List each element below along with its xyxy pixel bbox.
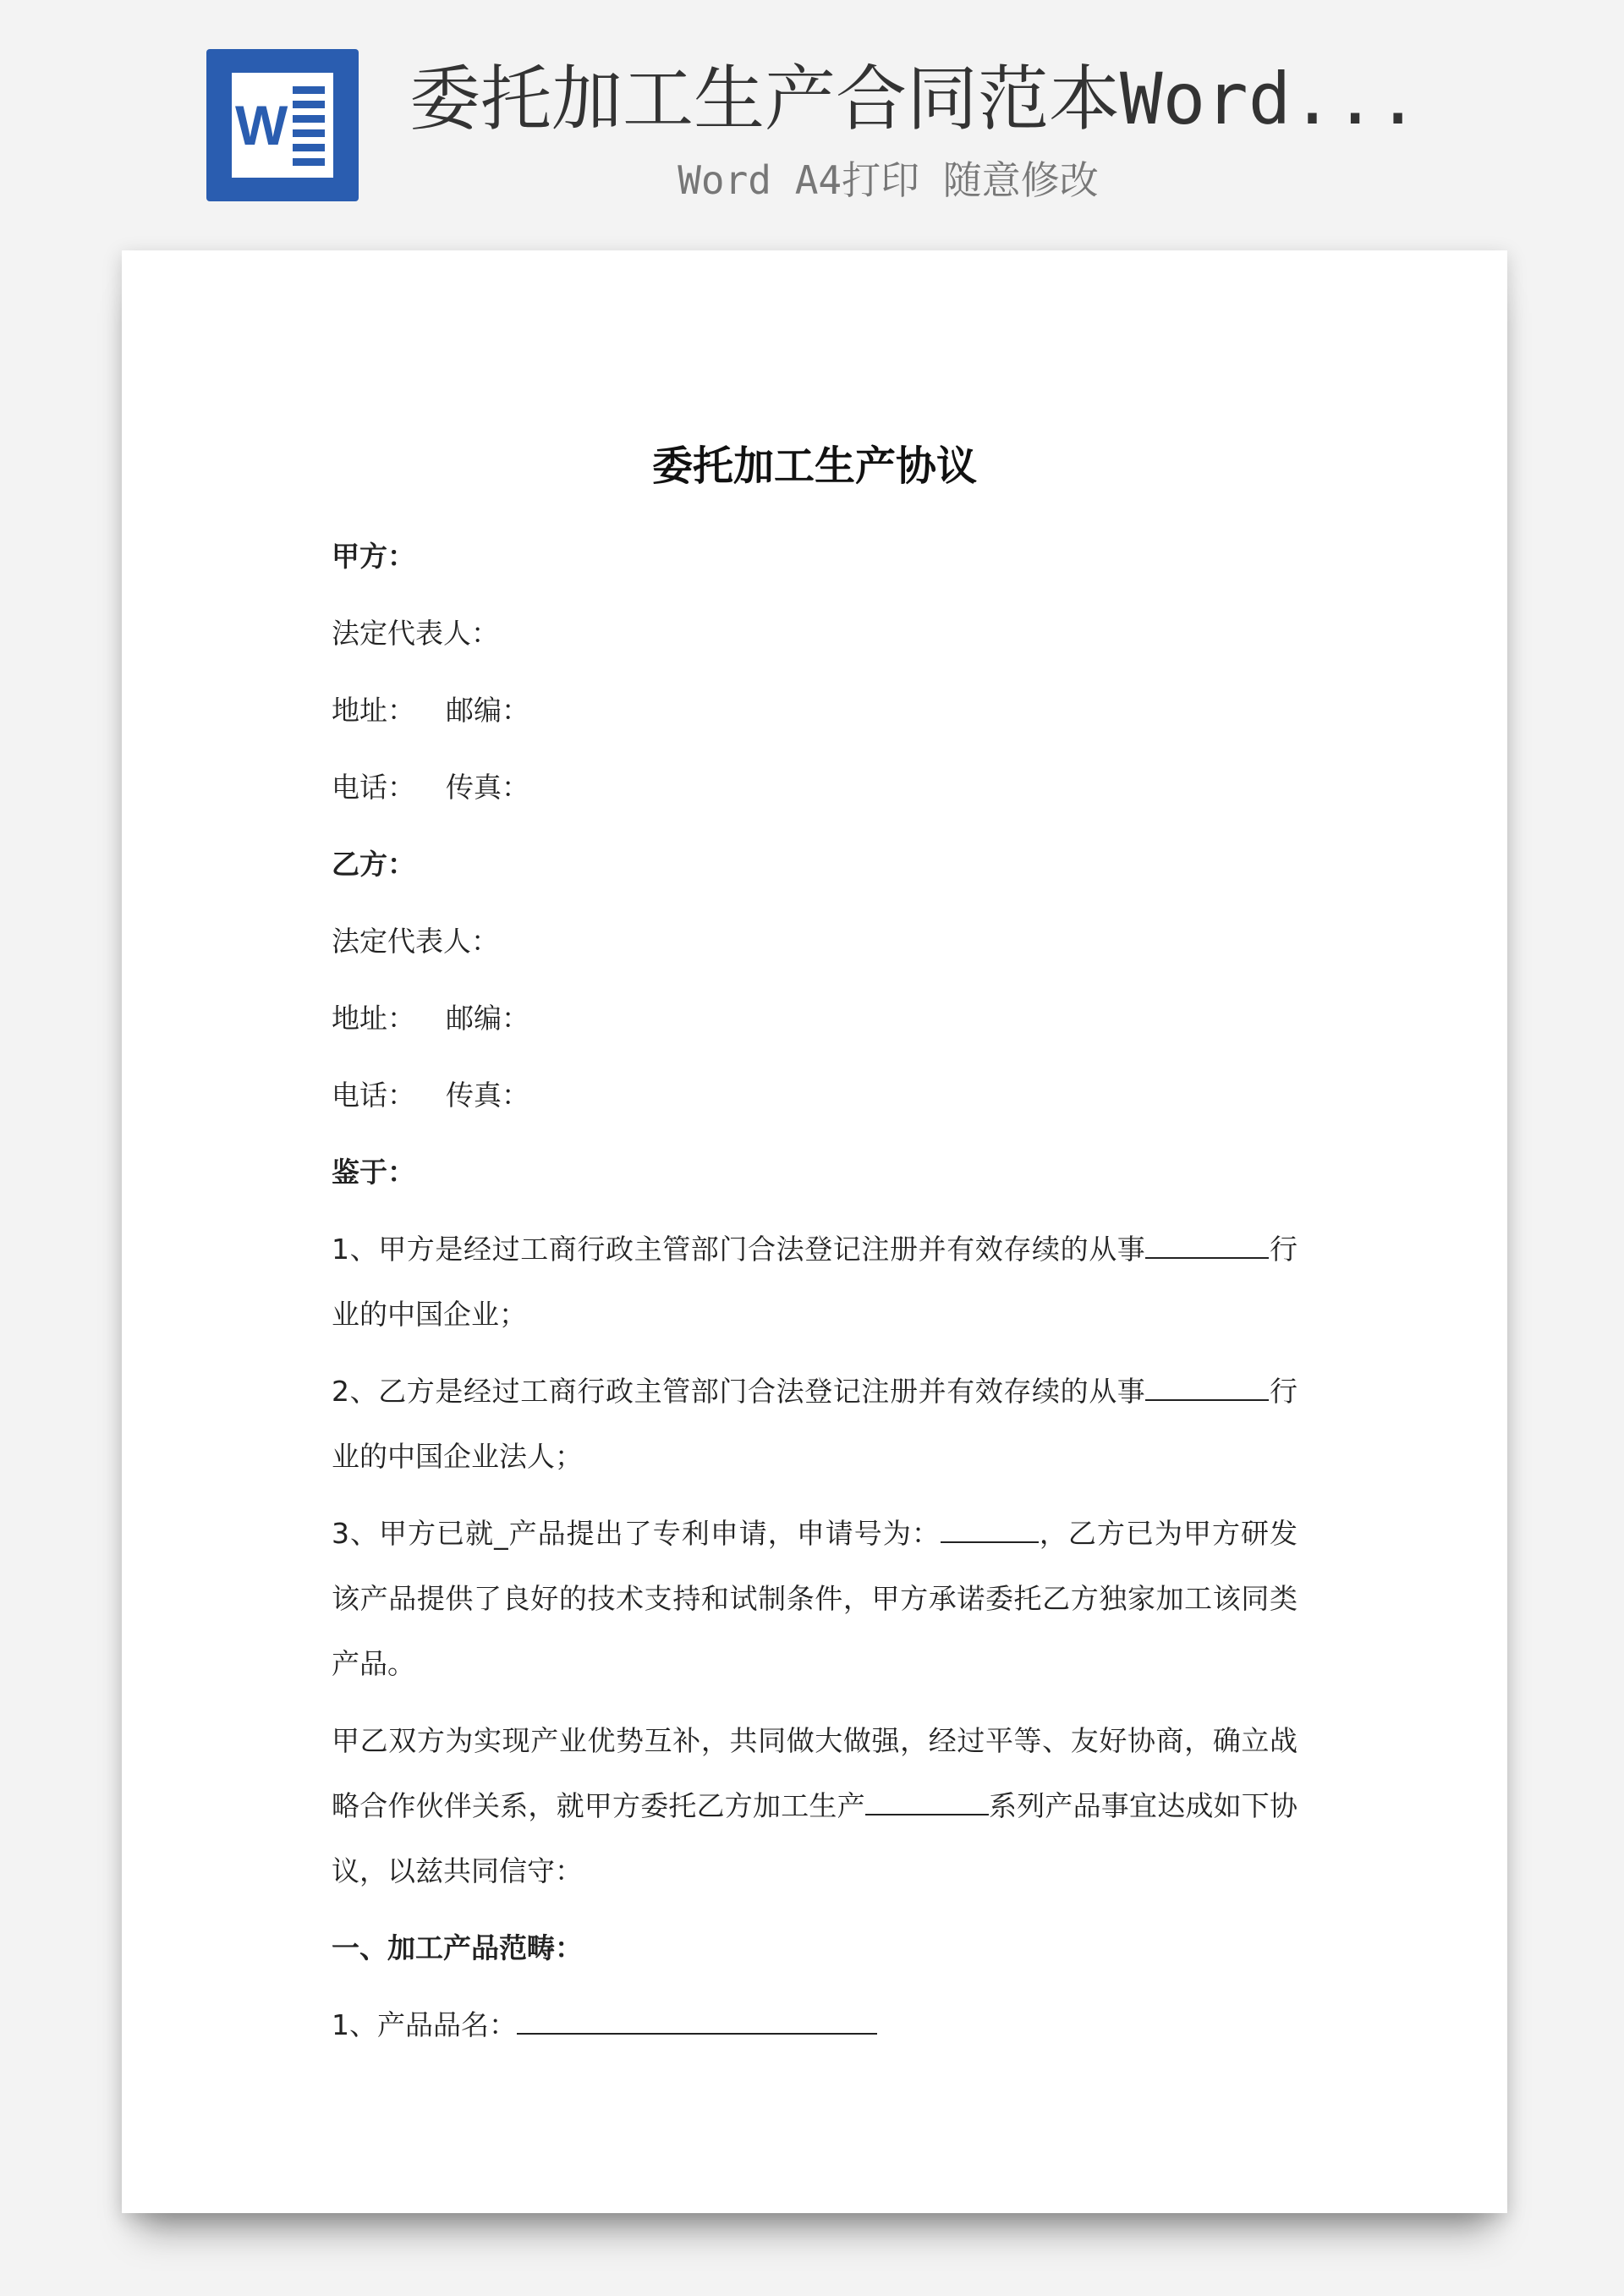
fax-label: 传真： xyxy=(446,771,529,804)
party-a-phone-row xyxy=(332,749,1298,826)
product-name-row xyxy=(332,1986,1298,2063)
document-title: 委托加工生产协议 xyxy=(651,442,977,490)
banner-title: 委托加工生产合同范本Word... xyxy=(409,58,1420,140)
whereas-item-3: 3、甲方已就_产品提出了专利申请，申请号为： ，乙方已为甲方研发该产品提供了良好的技术支持和试制条件，甲方承诺委托乙方独家加工该同类产品。 xyxy=(332,1517,1298,1680)
agreement-intro: 甲乙双方为实现产业优势互补，共同做大做强，经过平等、友好协商，确立战略合作伙伴关系，就甲方委托乙方加工生产 系列产品事宜达成如下协议，以兹共同信守： xyxy=(332,1724,1298,1887)
banner xyxy=(0,0,1624,228)
whereas-heading: 鉴于： xyxy=(332,1156,415,1189)
party-b-address-row xyxy=(332,980,1298,1057)
whereas-item-1: 1、甲方是经过工商行政主管部门合法登记注册并有效存续的从事 行业的中国企业； xyxy=(332,1233,1298,1331)
product-name-label: 1、产品品名： xyxy=(332,2008,517,2041)
fill-in-blank xyxy=(941,1516,1039,1543)
document-body xyxy=(332,518,1298,2063)
fax-label: 传真： xyxy=(446,1079,529,1112)
party-b-heading: 乙方： xyxy=(332,848,415,881)
fill-in-blank xyxy=(517,2008,877,2035)
postcode-label: 邮编： xyxy=(446,694,529,727)
fill-in-blank xyxy=(865,1788,989,1815)
whereas-item-2: 2、乙方是经过工商行政主管部门合法登记注册并有效存续的从事 行业的中国企业法人； xyxy=(332,1375,1298,1473)
fill-in-blank xyxy=(1145,1232,1269,1259)
word-letter-mark: W xyxy=(235,94,288,157)
party-a-representative: 法定代表人： xyxy=(332,617,499,650)
party-b-representative: 法定代表人： xyxy=(332,925,499,958)
banner-subtitle: Word A4打印 随意修改 xyxy=(678,157,1099,203)
section-1-heading: 一、加工产品范畴： xyxy=(332,1931,583,1964)
fill-in-blank xyxy=(1145,1374,1269,1401)
phone-label: 电话： xyxy=(332,1079,415,1112)
address-label: 地址： xyxy=(332,694,415,727)
phone-label: 电话： xyxy=(332,771,415,804)
party-a-heading: 甲方： xyxy=(332,540,415,573)
address-label: 地址： xyxy=(332,1002,415,1035)
document-page xyxy=(122,250,1507,2213)
party-b-phone-row xyxy=(332,1057,1298,1134)
postcode-label: 邮编： xyxy=(446,1002,529,1035)
party-a-address-row xyxy=(332,672,1298,749)
